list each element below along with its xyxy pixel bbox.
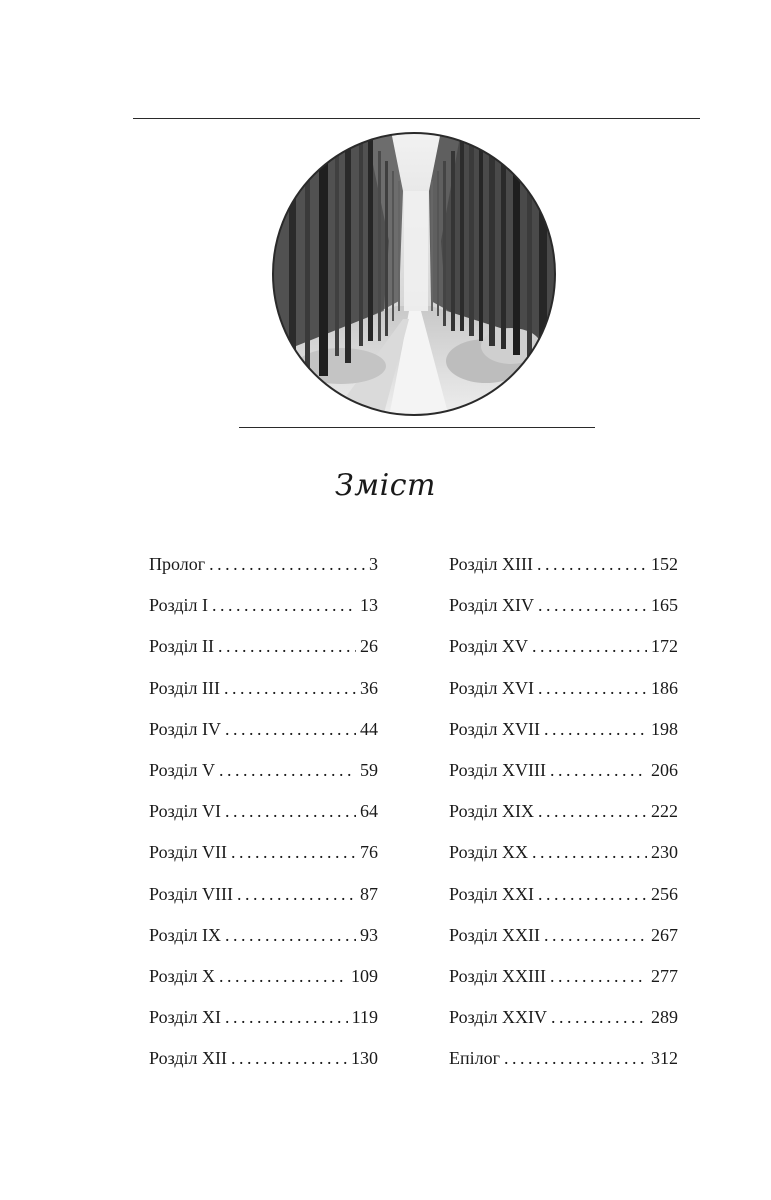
toc-entry-page: 165 bbox=[651, 595, 678, 616]
toc-leader-dots bbox=[218, 629, 356, 663]
toc-entry-title: Розділ XIV bbox=[449, 595, 534, 616]
toc-entry-page: 3 bbox=[369, 554, 378, 574]
toc-entry-title: Розділ III bbox=[149, 677, 220, 698]
toc-entry-title: Розділ XXI bbox=[449, 883, 534, 904]
toc-entry bbox=[149, 918, 378, 959]
toc-entry-title: Розділ VI bbox=[149, 801, 221, 822]
toc-entry bbox=[149, 1000, 378, 1041]
toc-entry-title: Розділ XIX bbox=[449, 801, 534, 822]
toc-entry-title: Розділ XII bbox=[149, 1048, 227, 1069]
toc-leader-dots bbox=[237, 877, 356, 911]
toc-entry-page: 36 bbox=[360, 677, 378, 698]
toc-leader-dots bbox=[212, 588, 356, 622]
toc-entry-page: 186 bbox=[651, 677, 678, 698]
toc-entry-title: Розділ XVI bbox=[449, 677, 534, 698]
toc-leader-dots bbox=[532, 629, 647, 663]
toc-leader-dots bbox=[551, 1000, 647, 1034]
toc-entry-page: 289 bbox=[651, 1007, 678, 1028]
toc-entry bbox=[149, 547, 378, 588]
toc-entry-title: Розділ IV bbox=[149, 718, 221, 739]
toc-leader-dots bbox=[225, 794, 356, 828]
toc-entry-title: Розділ XXIII bbox=[449, 965, 546, 986]
toc-entry-page: 230 bbox=[651, 842, 678, 863]
toc-entry-title: Епілог bbox=[449, 1048, 500, 1069]
toc-entry bbox=[449, 1000, 678, 1041]
toc-entry bbox=[449, 1041, 678, 1082]
toc-entry bbox=[449, 712, 678, 753]
toc-entry bbox=[449, 753, 678, 794]
toc-entry bbox=[149, 712, 378, 753]
toc-entry bbox=[449, 918, 678, 959]
toc-leader-dots bbox=[538, 671, 647, 705]
toc-entry-title: Розділ I bbox=[149, 595, 208, 616]
toc-entry-title: Розділ XV bbox=[449, 636, 528, 657]
toc-entry bbox=[449, 547, 678, 588]
toc-entry bbox=[149, 671, 378, 712]
forest-path-icon bbox=[271, 131, 557, 417]
toc-leader-dots bbox=[219, 753, 356, 787]
toc-entry-title: Пролог bbox=[149, 554, 206, 574]
top-divider bbox=[133, 118, 700, 119]
toc-entry-page: 206 bbox=[651, 759, 678, 780]
toc-entry-page: 76 bbox=[360, 842, 378, 863]
toc-entry-page: 87 bbox=[360, 883, 378, 904]
toc-entry-page: 277 bbox=[651, 965, 678, 986]
toc-leader-dots bbox=[219, 959, 347, 993]
toc-column-left bbox=[149, 547, 378, 1082]
toc-entry-title: Розділ XIII bbox=[449, 554, 533, 574]
toc-leader-dots bbox=[538, 877, 647, 911]
toc-entry bbox=[449, 671, 678, 712]
toc-leader-dots bbox=[538, 794, 647, 828]
toc-leader-dots bbox=[532, 835, 647, 869]
toc-entry-page: 152 bbox=[651, 554, 678, 574]
toc-leader-dots bbox=[225, 1000, 348, 1034]
toc-leader-dots bbox=[504, 1041, 647, 1075]
toc-entry bbox=[149, 753, 378, 794]
toc-leader-dots bbox=[225, 918, 356, 952]
toc-entry-page: 26 bbox=[360, 636, 378, 657]
toc-entry-page: 267 bbox=[651, 924, 678, 945]
toc-entry-page: 93 bbox=[360, 924, 378, 945]
toc-entry bbox=[149, 877, 378, 918]
toc-entry bbox=[449, 794, 678, 835]
toc-leader-dots bbox=[225, 712, 356, 746]
toc-column-right bbox=[449, 547, 678, 1082]
toc-entry-page: 109 bbox=[351, 965, 378, 986]
toc-entry-title: Розділ XVIII bbox=[449, 759, 546, 780]
toc-entry-page: 198 bbox=[651, 718, 678, 739]
toc-entry bbox=[149, 959, 378, 1000]
toc-entry bbox=[449, 588, 678, 629]
toc-entry bbox=[149, 629, 378, 670]
toc-entry bbox=[149, 794, 378, 835]
toc-entry-title: Розділ X bbox=[149, 965, 215, 986]
page-title: Зміст bbox=[335, 468, 436, 503]
toc-entry-title: Розділ XX bbox=[449, 842, 528, 863]
toc-entry-title: Розділ XI bbox=[149, 1007, 221, 1028]
toc-entry-page: 64 bbox=[360, 801, 378, 822]
toc-leader-dots bbox=[231, 835, 356, 869]
toc-entry-page: 13 bbox=[360, 595, 378, 616]
toc-leader-dots bbox=[544, 918, 647, 952]
toc-entry-title: Розділ VII bbox=[149, 842, 227, 863]
toc-entry-title: Розділ XVII bbox=[449, 718, 540, 739]
toc-entry-title: Розділ IX bbox=[149, 924, 221, 945]
toc-leader-dots bbox=[537, 547, 647, 581]
section-divider bbox=[239, 427, 595, 428]
toc-leader-dots bbox=[550, 959, 647, 993]
toc-entry-page: 312 bbox=[651, 1048, 678, 1069]
toc-entry-page: 256 bbox=[651, 883, 678, 904]
toc-entry-page: 130 bbox=[351, 1048, 378, 1069]
toc-entry-page: 119 bbox=[351, 1007, 378, 1028]
toc-entry-title: Розділ XXII bbox=[449, 924, 540, 945]
toc-entry bbox=[449, 877, 678, 918]
toc-leader-dots bbox=[550, 753, 647, 787]
toc-entry bbox=[149, 1041, 378, 1082]
toc-entry-page: 222 bbox=[651, 801, 678, 822]
toc-leader-dots bbox=[224, 671, 356, 705]
toc-leader-dots bbox=[231, 1041, 347, 1075]
toc-entry-title: Розділ II bbox=[149, 636, 214, 657]
toc-entry bbox=[149, 835, 378, 876]
toc-entry-page: 44 bbox=[360, 718, 378, 739]
toc-entry-page: 172 bbox=[651, 636, 678, 657]
toc-entry-title: Розділ V bbox=[149, 759, 215, 780]
toc-entry bbox=[449, 959, 678, 1000]
toc-entry bbox=[149, 588, 378, 629]
toc-entry bbox=[449, 835, 678, 876]
toc-leader-dots bbox=[544, 712, 647, 746]
toc-entry bbox=[449, 629, 678, 670]
toc-entry-page: 59 bbox=[360, 759, 378, 780]
toc-leader-dots bbox=[538, 588, 647, 622]
toc-entry-title: Розділ VIII bbox=[149, 883, 233, 904]
toc-entry-title: Розділ XXIV bbox=[449, 1007, 547, 1028]
toc-leader-dots bbox=[209, 547, 365, 581]
